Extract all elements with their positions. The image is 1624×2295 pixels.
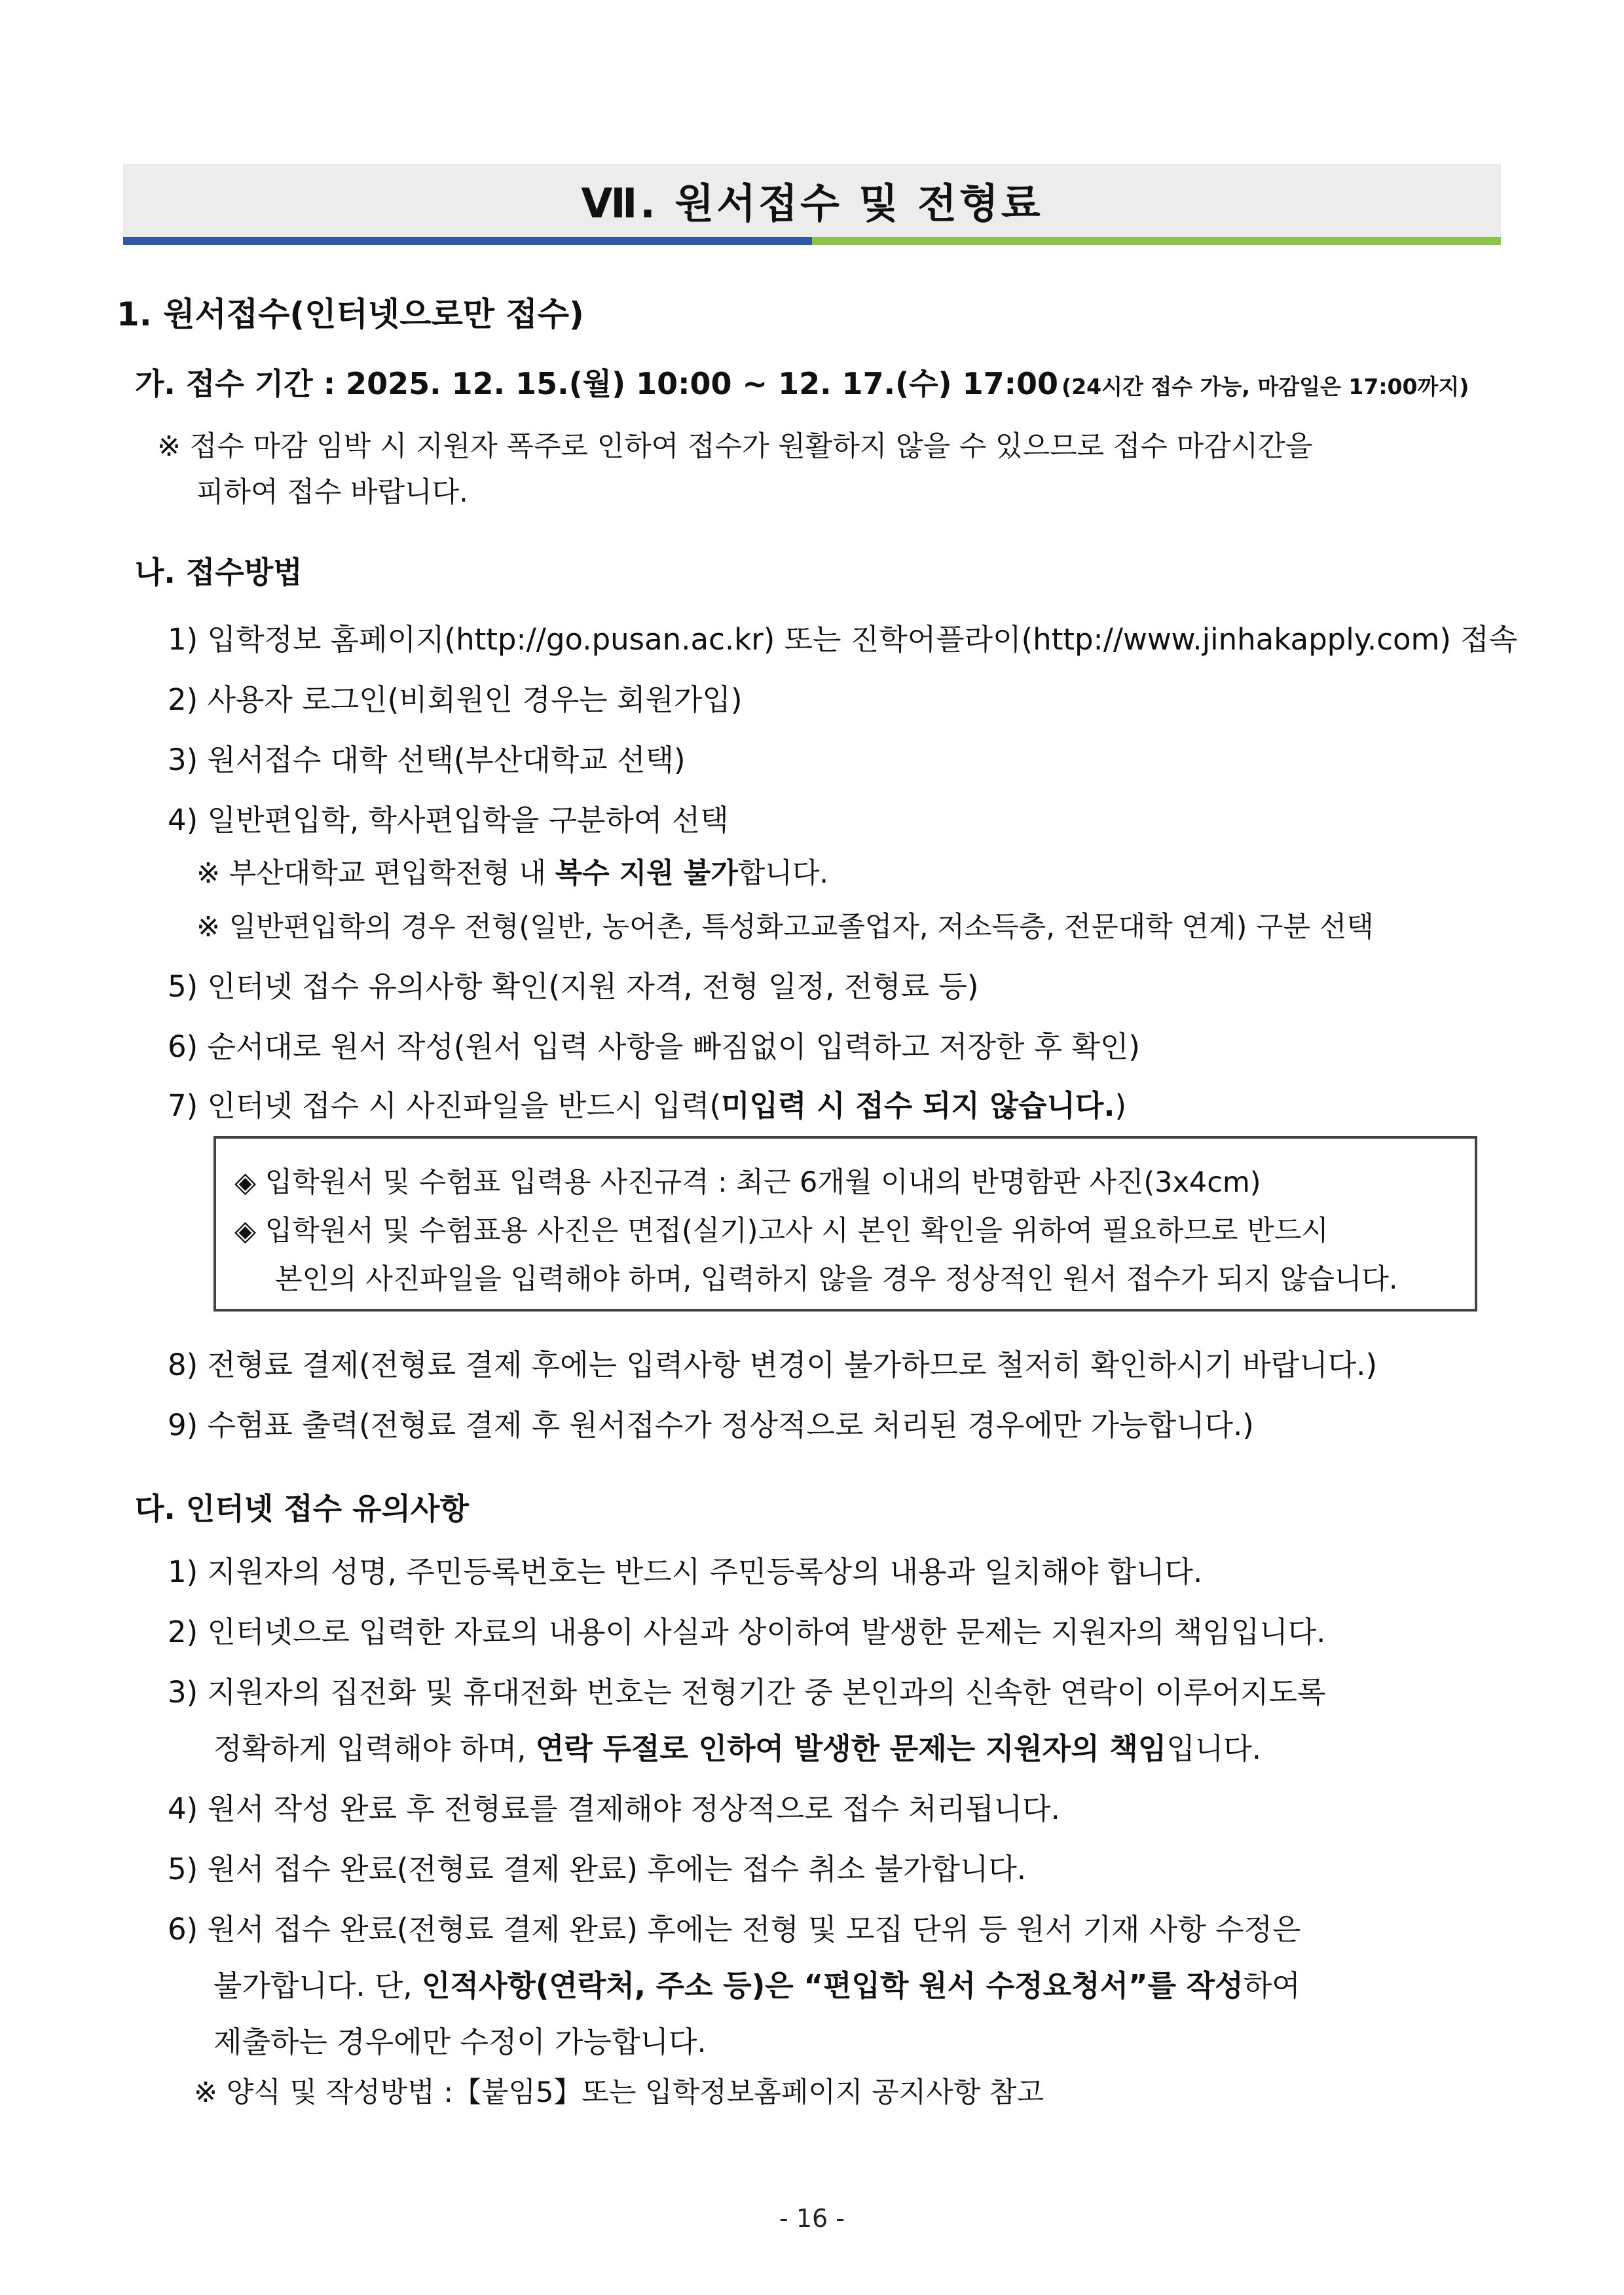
page-title: Ⅶ. 원서접수 및 전형료 — [581, 179, 1043, 227]
caution-item-6-line3: 제출하는 경우에만 수정이 가능합니다. — [213, 2025, 707, 2059]
method-item-1: 1) 입학정보 홈페이지(http://go.pusan.ac.kr) 또는 진학어플라이(http://www.jinhakapply.com) 접속 — [168, 622, 1518, 657]
method-note-4a — [196, 851, 828, 891]
caution-item-2: 2) 인터넷으로 입력한 자료의 내용이 사실과 상이하여 발생한 문제는 지원자의 책임입니다. — [168, 1615, 1326, 1649]
title-underline-blue — [123, 237, 812, 245]
photo-notice-line3: 본인의 사진파일을 입력해야 하며, 입력하지 않을 경우 정상적인 원서 접수가 되지 않습니다. — [275, 1263, 1398, 1296]
item-7-bold: 미입력 시 접수 되지 않습니다. — [721, 1088, 1115, 1123]
item-3-bold: 연락 두절로 인하여 발생한 문제는 지원자의 책임 — [535, 1731, 1167, 1766]
caution-item-3-line1: 3) 지원자의 집전화 및 휴대전화 번호는 전형기간 중 본인과의 신속한 연락이 이루어지도록 — [168, 1675, 1326, 1710]
caution-item-5: 5) 원서 접수 완료(전형료 결제 완료) 후에는 접수 취소 불가합니다. — [168, 1852, 1027, 1886]
photo-notice-line2: ◈ 입학원서 및 수험표용 사진은 면접(실기)고사 시 본인 확인을 위하여 필요하므로 반드시 — [234, 1215, 1329, 1247]
caution-item-3-line2 — [213, 1725, 1261, 1767]
method-item-5: 5) 인터넷 접수 유의사항 확인(지원 자격, 전형 일정, 전형료 등) — [168, 969, 979, 1004]
method-item-7 — [168, 1082, 1126, 1124]
caution-item-6-line2 — [213, 1962, 1301, 2004]
method-item-2: 2) 사용자 로그인(비회원인 경우는 회원가입) — [168, 682, 743, 717]
method-item-9: 9) 수험표 출력(전형료 결제 후 원서접수가 정상적으로 처리된 경우에만 가능합니다.) — [168, 1408, 1254, 1442]
item-3-text: 정확하게 입력해야 하며, — [213, 1731, 536, 1766]
method-item-8: 8) 전형료 결제(전형료 결제 후에는 입력사항 변경이 불가하므로 철저히 확인하시기 바랍니다.) — [168, 1348, 1378, 1382]
period-label: 가. 접수 기간 : 2025. 12. 15.(월) 10:00 ~ 12. 17.(수) 17:00 — [135, 366, 1059, 401]
caution-item-1: 1) 지원자의 성명, 주민등록번호는 반드시 주민등록상의 내용과 일치해야 합니다. — [168, 1554, 1203, 1589]
section-heading: 1. 원서접수(인터넷으로만 접수) — [117, 295, 584, 333]
note-4a-suffix: 합니다. — [737, 857, 829, 890]
period-warning-line1: ※ 접수 마감 임박 시 지원자 폭주로 인하여 접수가 원활하지 않을 수 있으므로 접수 마감시간을 — [157, 430, 1313, 463]
item-6-bold: 인적사항(연락처, 주소 등)은 “편입학 원서 수정요청서”를 작성 — [422, 1968, 1244, 2003]
item-6-text: 불가합니다. 단, — [213, 1968, 422, 2003]
title-banner — [123, 164, 1501, 244]
period-line — [135, 360, 1469, 403]
method-item-6: 6) 순서대로 원서 작성(원서 입력 사항을 빠짐없이 입력하고 저장한 후 확인) — [168, 1029, 1140, 1064]
item-7-text: 7) 인터넷 접수 시 사진파일을 반드시 입력( — [168, 1088, 722, 1123]
caution-note: ※ 양식 및 작성방법 :【붙임5】또는 입학정보홈페이지 공지사항 참고 — [194, 2076, 1044, 2109]
method-note-4b: ※ 일반편입학의 경우 전형(일반, 농어촌, 특성화고교졸업자, 저소득층, 전문대학 연계) 구분 선택 — [196, 911, 1374, 944]
note-4a-bold: 복수 지원 불가 — [555, 857, 738, 890]
note-4a-text: ※ 부산대학교 편입학전형 내 — [196, 857, 555, 890]
caution-item-4: 4) 원서 작성 완료 후 전형료를 결제해야 정상적으로 접수 처리됩니다. — [168, 1791, 1060, 1826]
caution-item-6-line1: 6) 원서 접수 완료(전형료 결제 완료) 후에는 전형 및 모집 단위 등 원서 기재 사항 수정은 — [168, 1912, 1301, 1947]
item-6-suffix: 하여 — [1243, 1968, 1301, 2003]
caution-heading: 다. 인터넷 접수 유의사항 — [135, 1491, 469, 1526]
method-item-3: 3) 원서접수 대학 선택(부산대학교 선택) — [168, 743, 686, 777]
title-underline-green — [812, 237, 1501, 245]
photo-notice-line1: ◈ 입학원서 및 수험표 입력용 사진규격 : 최근 6개월 이내의 반명함판 사진(3x4cm) — [234, 1166, 1261, 1199]
period-note: (24시간 접수 가능, 마감일은 17:00까지) — [1061, 374, 1469, 399]
method-heading: 나. 접수방법 — [135, 555, 303, 590]
item-7-suffix: ) — [1115, 1088, 1127, 1123]
page-number: - 16 - — [779, 2204, 845, 2233]
period-warning-line2: 피하여 접수 바랍니다. — [196, 476, 468, 509]
method-item-4: 4) 일반편입학, 학사편입학을 구분하여 선택 — [168, 803, 729, 837]
item-3-suffix: 입니다. — [1166, 1731, 1262, 1766]
